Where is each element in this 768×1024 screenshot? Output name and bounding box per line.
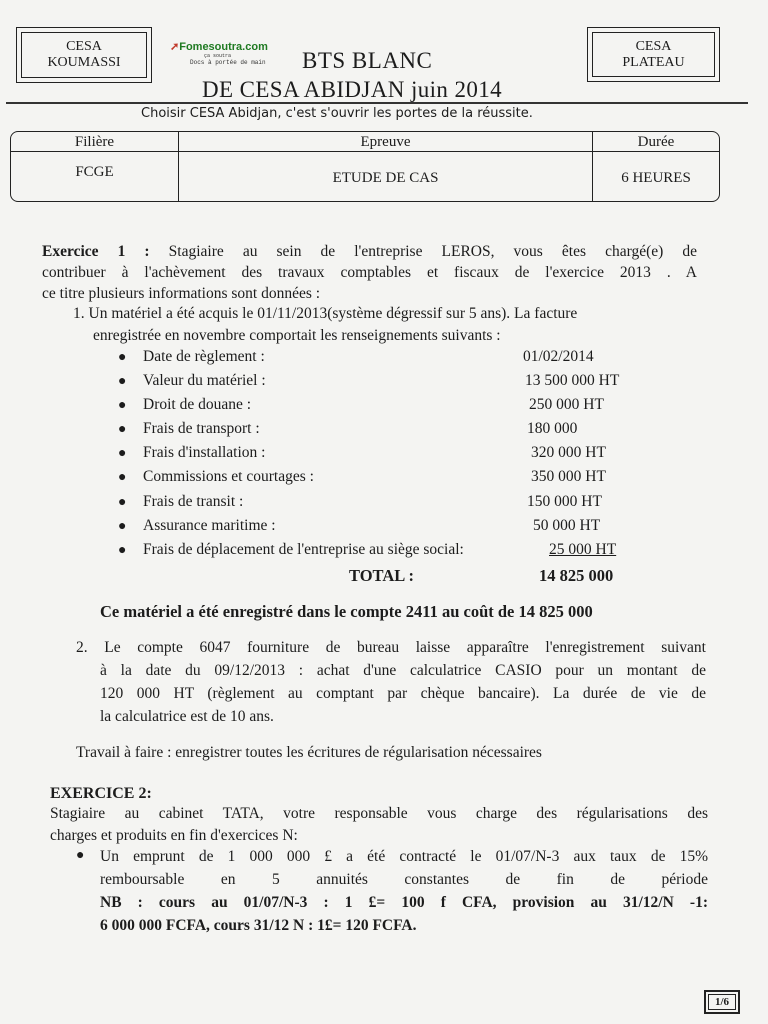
ex1-point2-line3: 120 000 HT (règlement au comptant par chèque bancaire). La durée de vie de: [100, 685, 706, 702]
ex1-intro-line3: ce titre plusieurs informations sont données :: [42, 285, 321, 302]
item-label: Commissions et courtages :: [143, 468, 314, 485]
header-epreuve: Epreuve: [179, 132, 593, 151]
right-box-line2: PLATEAU: [622, 54, 685, 70]
item-label: Frais de déplacement de l'entreprise au siège social:: [143, 541, 464, 558]
ex2-intro-line2: charges et produits en fin d'exercices N:: [50, 827, 298, 844]
ex1-intro-text1: Stagiaire au sein de l'entreprise LEROS, vous êtes chargé(e) de: [168, 243, 697, 260]
item-value: 250 000 HT: [529, 396, 604, 413]
ex1-point1-line2: enregistrée en novembre comportait les renseignements suivants :: [93, 327, 501, 344]
header-duree: Durée: [637, 134, 675, 150]
ex1-statement: Ce matériel a été enregistré dans le compte 2411 au coût de 14 825 000: [100, 602, 593, 621]
ex1-intro-line1: [42, 241, 697, 262]
ex2-heading: EXERCICE 2:: [50, 785, 152, 802]
header-filiere: Filière: [11, 132, 179, 151]
value-duree: 6 HEURES: [621, 170, 691, 186]
right-box-line1: CESA: [635, 38, 672, 54]
ex1-work: Travail à faire : enregistrer toutes les écritures de régularisation nécessaires: [76, 744, 542, 761]
bullet-icon: ●: [118, 398, 127, 413]
bullet-icon: ●: [76, 848, 85, 863]
logo-subtext: Docs à portée de main: [190, 59, 266, 66]
ex2-bullet-line1: Un emprunt de 1 000 000 £ a été contracté le 01/07/N-3 aux taux de 15%: [100, 848, 708, 865]
ex1-intro-line2: contribuer à l'achèvement des travaux comptables et fiscaux de l'exercice 2013 . A: [42, 264, 697, 281]
item-label: Date de règlement :: [143, 348, 265, 365]
exam-info-table: [10, 131, 720, 202]
ex1-point2-line4: la calculatrice est de 10 ans.: [100, 708, 274, 725]
bullet-icon: ●: [118, 519, 127, 534]
item-label: Frais de transport :: [143, 420, 260, 437]
item-label: Frais d'installation :: [143, 444, 266, 461]
value-filiere: FCGE: [11, 152, 179, 202]
bullet-icon: ●: [118, 422, 127, 437]
ex1-heading: Exercice 1 :: [42, 243, 150, 260]
bullet-icon: ●: [118, 495, 127, 510]
total-value: 14 825 000: [539, 566, 614, 585]
ex1-point2-line1: 2. Le compte 6047 fourniture de bureau laisse apparaître l'enregistrement suivant: [76, 639, 706, 656]
ex2-bullet-line2: remboursable en 5 annuités constantes de fin de période: [100, 871, 708, 888]
ex2-intro-line1: Stagiaire au cabinet TATA, votre responsable vous charge des régularisations des: [50, 805, 708, 822]
left-box-line2: KOUMASSI: [47, 55, 121, 70]
item-value: 01/02/2014: [523, 348, 594, 365]
ex1-point2-line2: à la date du 09/12/2013 : achat d'une calculatrice CASIO pour un montant de: [100, 662, 706, 679]
item-value: 25 000 HT: [549, 541, 617, 558]
bullet-icon: ●: [118, 446, 127, 461]
ex2-nb-line2: 6 000 000 FCFA, cours 31/12 N : 1£= 120 FCFA.: [100, 917, 417, 934]
value-epreuve: ETUDE DE CAS: [179, 152, 593, 202]
title-bts-blanc: BTS BLANC: [302, 48, 433, 73]
page-number-box: [704, 990, 740, 1014]
page-number: 1/6: [708, 994, 736, 1010]
item-label: Droit de douane :: [143, 396, 252, 413]
left-box-line1: CESA: [66, 39, 102, 54]
title-cesa-abidjan: DE CESA ABIDJAN juin 2014: [202, 77, 503, 102]
header-divider: [6, 102, 748, 104]
fomesoutra-logo: [170, 40, 290, 66]
item-label: Assurance maritime :: [143, 517, 276, 534]
bullet-icon: ●: [118, 470, 127, 485]
total-label: TOTAL :: [349, 566, 414, 585]
slogan: Choisir CESA Abidjan, c'est s'ouvrir les portes de la réussite.: [141, 106, 533, 121]
logo-tagline: ça soutra: [204, 53, 232, 59]
bullet-icon: ●: [118, 374, 127, 389]
item-value: 150 000 HT: [527, 493, 602, 510]
item-value: 13 500 000 HT: [525, 372, 620, 389]
header-box-plateau: [587, 27, 720, 82]
item-value: 50 000 HT: [533, 517, 601, 534]
item-label: Valeur du matériel :: [143, 372, 266, 389]
item-value: 320 000 HT: [531, 444, 606, 461]
logo-arrow-icon: ➚: [170, 41, 180, 53]
ex2-nb-line1: NB : cours au 01/07/N-3 : 1 £= 100 f CFA, provision au 31/12/N -1:: [100, 894, 708, 911]
bullet-icon: ●: [118, 350, 127, 365]
bullet-icon: ●: [118, 543, 127, 558]
header-box-koumassi: [16, 27, 152, 83]
logo-text: Fomesoutra.com: [179, 41, 268, 53]
item-value: 350 000 HT: [531, 468, 606, 485]
item-value: 180 000: [527, 420, 578, 437]
ex1-point1-line1: 1. Un matériel a été acquis le 01/11/2013(système dégressif sur 5 ans). La facture: [73, 305, 578, 322]
item-label: Frais de transit :: [143, 493, 244, 510]
